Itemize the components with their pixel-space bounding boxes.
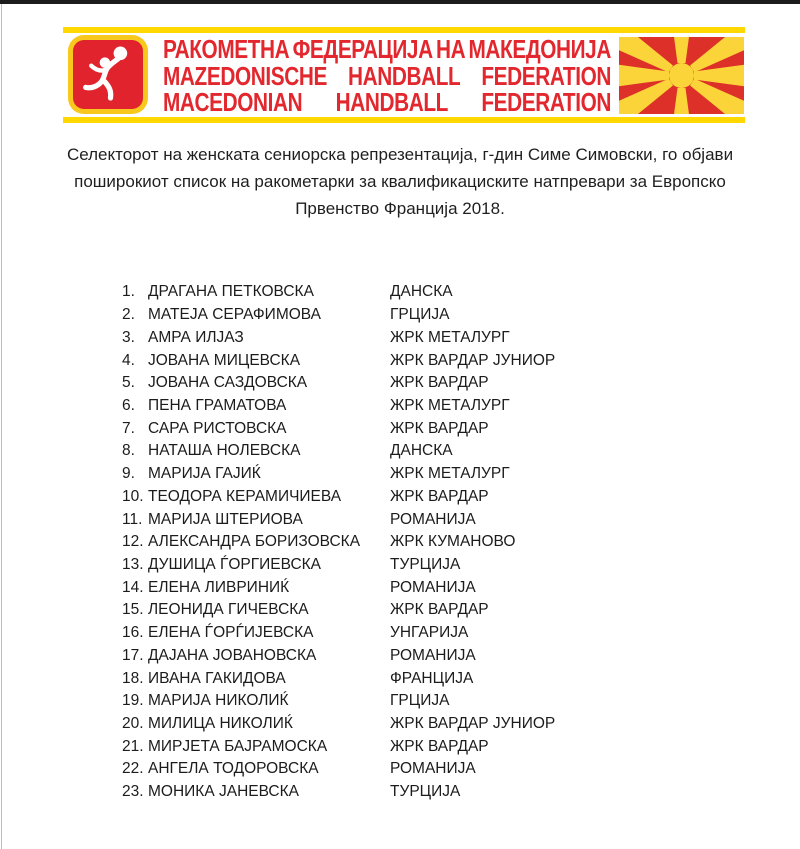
- player-row: [122, 326, 622, 349]
- player-name: ДАЈАНА ЈОВАНОВСКА: [148, 646, 317, 664]
- player-name: ДУШИЦА ЃОРГИЕВСКА: [148, 555, 322, 573]
- player-name: ЈОВАНА МИЦЕВСКА: [148, 351, 301, 369]
- player-number: 8.: [122, 442, 135, 460]
- player-number: 11.: [122, 510, 143, 528]
- player-number: 23.: [122, 783, 144, 801]
- player-club: ЖРК ВАРДАР: [390, 487, 489, 505]
- player-number: 20.: [122, 715, 144, 733]
- player-row: [122, 417, 622, 440]
- player-name: ТЕОДОРА КЕРАМИЧИЕВА: [148, 487, 342, 505]
- player-number: 10.: [122, 487, 144, 505]
- federation-letterhead: [63, 27, 745, 123]
- player-club: РОМАНИЈА: [390, 578, 476, 596]
- federation-title-english: MACEDONIAN HANDBALL FEDERATION: [163, 87, 611, 117]
- player-club: ЖРК ВАРДАР: [390, 601, 489, 619]
- player-row: [122, 781, 622, 804]
- players-list: [122, 281, 622, 804]
- player-name: МАРИЈА ГАЈИЌ: [148, 465, 261, 483]
- federation-logo-tile: [73, 40, 143, 109]
- player-number: 15.: [122, 601, 144, 619]
- player-row: [122, 349, 622, 372]
- player-club: ГРЦИЈА: [390, 306, 450, 324]
- player-number: 9.: [122, 465, 135, 483]
- header-bottom-stripe: [63, 117, 745, 123]
- player-row: [122, 735, 622, 758]
- player-row: [122, 508, 622, 531]
- player-name: МИРЈЕТА БАЈРАМОСКА: [148, 737, 328, 755]
- player-name: ЕЛЕНА ЃОРЃИЈЕВСКА: [148, 624, 314, 642]
- player-row: [122, 463, 622, 486]
- player-club: ДАНСКА: [390, 442, 453, 460]
- player-number: 18.: [122, 669, 144, 687]
- player-number: 3.: [122, 328, 135, 346]
- player-row: [122, 622, 622, 645]
- player-name: МАТЕЈА СЕРАФИМОВА: [148, 306, 321, 324]
- player-row: [122, 576, 622, 599]
- player-number: 5.: [122, 374, 135, 392]
- player-club: ЖРК ВАРДАР: [390, 737, 489, 755]
- player-row: [122, 713, 622, 736]
- federation-title-german: MAZEDONISCHE HANDBALL FEDERATION: [163, 60, 611, 91]
- player-club: ЖРК МЕТАЛУРГ: [390, 328, 510, 346]
- header-top-stripe: [63, 27, 745, 33]
- player-row: [122, 531, 622, 554]
- player-club: ДАНСКА: [390, 283, 453, 301]
- player-name: ЈОВАНА САЗДОВСКА: [148, 374, 308, 392]
- player-row: [122, 372, 622, 395]
- player-name: ПЕНА ГРАМАТОВА: [148, 396, 287, 414]
- player-number: 4.: [122, 351, 135, 369]
- window-left-edge: [1, 4, 2, 849]
- handball-player-icon: [77, 44, 139, 106]
- player-club: ЖРК ВАРДАР: [390, 419, 489, 437]
- player-row: [122, 667, 622, 690]
- federation-title-macedonian: РАКОМЕТНА ФЕДЕРАЦИЈА НА МАКЕДОНИЈА: [163, 34, 611, 64]
- intro-line: поширокиот список на ракометарки за квалификациските натпревари за Европско: [74, 172, 726, 191]
- player-number: 2.: [122, 306, 135, 324]
- player-club: ЖРК ВАРДАР: [390, 374, 489, 392]
- player-club: ЖРК МЕТАЛУРГ: [390, 465, 510, 483]
- player-name: ЛЕОНИДА ГИЧЕВСКА: [148, 601, 309, 619]
- player-name: ИВАНА ГАКИДОВА: [148, 669, 286, 687]
- player-row: [122, 645, 622, 668]
- player-number: 22.: [122, 760, 144, 778]
- player-club: ТУРЦИЈА: [390, 555, 461, 573]
- player-number: 13.: [122, 555, 144, 573]
- player-name: НАТАША НОЛЕВСКА: [148, 442, 301, 460]
- player-name: МАРИЈА ШТЕРИОВА: [148, 510, 303, 528]
- player-name: МИЛИЦА НИКОЛИЌ: [148, 715, 293, 733]
- player-row: [122, 440, 622, 463]
- player-club: ЖРК ВАРДАР ЈУНИОР: [390, 715, 556, 733]
- player-club: РОМАНИЈА: [390, 646, 476, 664]
- macedonia-flag-icon: [619, 37, 744, 114]
- player-club: ЖРК ВАРДАР ЈУНИОР: [390, 351, 556, 369]
- player-number: 21.: [122, 737, 144, 755]
- player-name: ДРАГАНА ПЕТКОВСКА: [148, 283, 314, 301]
- player-name: МОНИКА ЈАНЕВСКА: [148, 783, 299, 801]
- intro-paragraph: [50, 141, 750, 222]
- player-club: ЖРК МЕТАЛУРГ: [390, 396, 510, 414]
- player-club: ГРЦИЈА: [390, 692, 450, 710]
- player-row: [122, 554, 622, 577]
- player-number: 7.: [122, 419, 135, 437]
- intro-line: Првенство Франција 2018.: [295, 199, 505, 218]
- player-name: АМРА ИЛЈАЗ: [148, 328, 244, 346]
- player-row: [122, 281, 622, 304]
- player-number: 6.: [122, 396, 135, 414]
- player-number: 1.: [122, 283, 135, 301]
- player-name: МАРИЈА НИКОЛИЌ: [148, 692, 289, 710]
- player-row: [122, 395, 622, 418]
- player-club: ФРАНЦИЈА: [390, 669, 474, 687]
- intro-line: Селекторот на женската сениорска репрезентација, г-дин Симе Симовски, го објави: [66, 145, 734, 164]
- player-number: 19.: [122, 692, 144, 710]
- player-club: РОМАНИЈА: [390, 510, 476, 528]
- player-club: ЖРК КУМАНОВО: [390, 533, 516, 551]
- player-row: [122, 485, 622, 508]
- player-club: ТУРЦИЈА: [390, 783, 461, 801]
- player-number: 16.: [122, 624, 144, 642]
- player-name: САРА РИСТОВСКА: [148, 419, 287, 437]
- window-top-edge: [0, 0, 800, 4]
- player-name: ЕЛЕНА ЛИВРИНИЌ: [148, 578, 290, 596]
- player-name: АНГЕЛА ТОДОРОВСКА: [148, 760, 319, 778]
- federation-logo: [68, 35, 148, 114]
- player-row: [122, 758, 622, 781]
- player-row: [122, 304, 622, 327]
- player-row: [122, 690, 622, 713]
- player-number: 17.: [122, 646, 144, 664]
- player-number: 12.: [122, 533, 144, 551]
- player-row: [122, 599, 622, 622]
- player-club: РОМАНИЈА: [390, 760, 476, 778]
- player-number: 14.: [122, 578, 144, 596]
- player-name: АЛЕКСАНДРА БОРИЗОВСКА: [148, 533, 361, 551]
- player-club: УНГАРИЈА: [390, 624, 469, 642]
